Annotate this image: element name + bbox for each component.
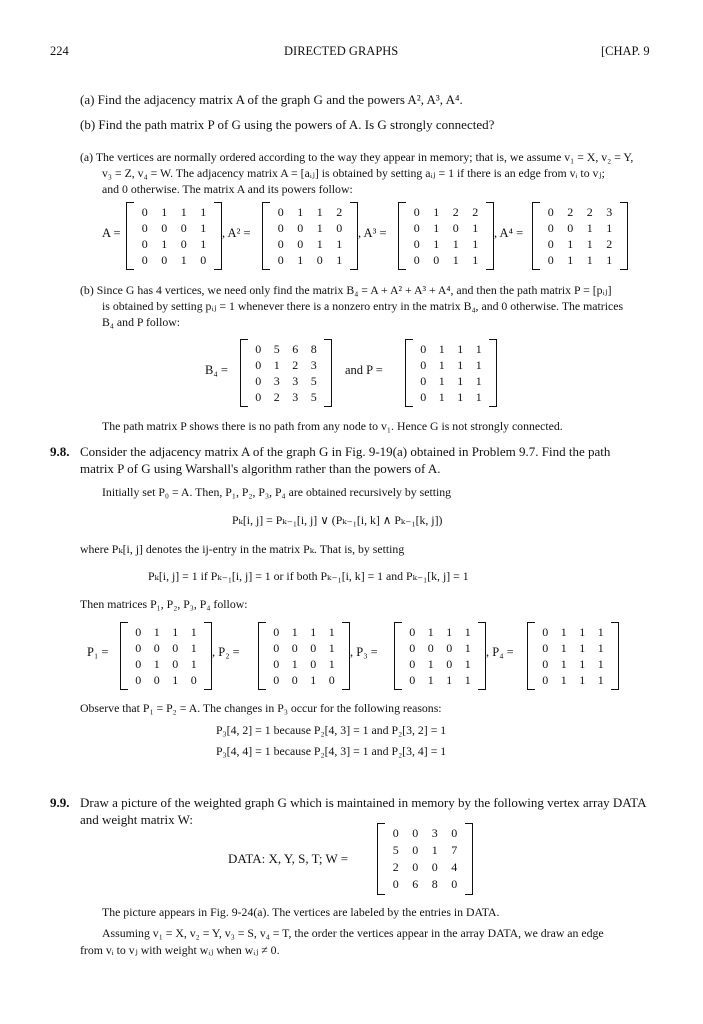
problem-9-8-line1: Consider the adjacency matrix A of the graph G in Fig. 9-19(a) obtained in Problem 9.7. Find the path [80,444,611,459]
matrix-cell: 1 [452,237,459,251]
matrix-cell: 1 [597,625,604,639]
matrix-cell: 0 [409,641,416,655]
matrix-cell: 1 [579,641,586,655]
matrix-cell: 0 [277,253,284,267]
matrix-cell: 1 [446,673,453,687]
matrix-cell: 1 [328,625,335,639]
matrix-P [405,339,497,407]
matrix-cell: 1 [472,237,479,251]
matrix-cell: 6 [292,342,299,356]
matrix-cell: 2 [392,860,399,874]
sol-b-line2: is obtained by setting pᵢⱼ = 1 whenever there is a nonzero entry in the matrix B₄, and 0 otherwise. The matrices [102,299,624,313]
label-P2: , P₂ = [212,645,240,659]
matrix-cell: 1 [464,641,471,655]
matrix-cell: 1 [579,657,586,671]
matrix-W [377,823,473,895]
matrix-cell: 1 [579,673,586,687]
matrix-cell: 1 [200,221,207,235]
matrix-cell: 1 [579,625,586,639]
matrix-cell: 0 [409,625,416,639]
matrix-cell: 1 [200,237,207,251]
matrix-cell: 1 [433,205,440,219]
matrix-cell: 1 [172,673,179,687]
matrix-cell: 0 [409,673,416,687]
matrix-B4 [240,339,332,407]
matrix-cell: 0 [172,641,179,655]
matrix-cell: 1 [161,205,168,219]
matrix-cell: 0 [291,641,298,655]
matrix-cell: 0 [310,657,317,671]
matrix-cell: 3 [292,374,299,388]
matrix-cell: 1 [457,374,464,388]
page-number: 224 [50,44,69,58]
matrix-cell: 0 [153,673,160,687]
matrix-P1 [120,622,212,690]
matrix-cell: 0 [547,237,554,251]
matrix-cell: 0 [190,673,197,687]
matrix-cell: 0 [413,253,420,267]
matrix-cell: 1 [606,221,613,235]
matrix-cell: 2 [292,358,299,372]
matrix-cell: 1 [464,657,471,671]
matrix-cell: 1 [328,641,335,655]
sol-9-9-line2: Assuming v₁ = X, v₂ = Y, v₃ = S, v₄ = T, the order the vertices appear in the array DATA, we draw an edge [102,926,604,940]
matrix-cell: 0 [255,342,262,356]
matrix-cell: 1 [560,657,567,671]
matrix-cell: 0 [412,860,419,874]
chapter-label: [CHAP. 9 [601,44,650,58]
matrix-cell: 1 [310,625,317,639]
matrix-cell: 1 [180,253,187,267]
matrix-cell: 6 [412,877,419,891]
matrix-cell: 1 [472,221,479,235]
matrix-P4 [527,622,619,690]
label-P4: , P₄ = [486,645,514,659]
matrix-cell: 1 [316,205,323,219]
matrix-cell: 0 [542,657,549,671]
matrix-cell: 0 [427,641,434,655]
matrix-cell: 2 [472,205,479,219]
matrix-cell: 1 [200,205,207,219]
matrix-cell: 1 [310,673,317,687]
matrix-cell: 1 [438,358,445,372]
matrix-cell: 2 [452,205,459,219]
label-A3: , A³ = [358,226,387,240]
matrix-cell: 1 [316,221,323,235]
matrix-cell: 2 [606,237,613,251]
matrix-cell: 1 [597,657,604,671]
problem-9-8-number: 9.8. [50,444,70,459]
matrix-cell: 0 [412,826,419,840]
data-label: DATA: X, Y, S, T; W = [228,851,349,866]
matrix-P2 [258,622,350,690]
matrix-cell: 5 [310,390,317,404]
matrix-cell: 0 [451,877,458,891]
matrix-cell: 1 [431,843,438,857]
matrix-cell: 0 [451,826,458,840]
matrix-cell: 0 [431,860,438,874]
sol-9-9-line1: The picture appears in Fig. 9-24(a). The vertices are labeled by the entries in DATA. [102,905,500,919]
matrix-cell: 0 [273,657,280,671]
matrix-cell: 8 [310,342,317,356]
warshall-then: Then matrices P₁, P₂, P₃, P₄ follow: [80,597,248,611]
sol-a-line1: (a) The vertices are normally ordered according to the way they appear in memory; that is, we assume v₁ = X, v₂ = Y, [80,150,634,164]
matrix-cell: 0 [420,358,427,372]
matrix-cell: 1 [297,253,304,267]
matrix-cell: 0 [413,205,420,219]
matrix-cell: 1 [586,253,593,267]
matrix-A4 [532,202,628,270]
problem-9-9-number: 9.9. [50,795,70,810]
part-a-question: (a) Find the adjacency matrix A of the graph G and the powers A², A³, A⁴. [80,92,463,107]
matrix-cell: 0 [135,625,142,639]
matrix-cell: 1 [316,237,323,251]
matrix-cell: 1 [560,625,567,639]
matrix-cell: 0 [141,253,148,267]
matrix-cell: 0 [328,673,335,687]
matrix-cell: 0 [392,877,399,891]
matrix-cell: 0 [297,237,304,251]
matrix-cell: 7 [451,843,458,857]
matrix-cell: 0 [310,641,317,655]
matrix-cell: 0 [161,253,168,267]
matrix-cell: 1 [586,221,593,235]
sol-b-conclusion: The path matrix P shows there is no path from any node to v₁. Hence G is not strongly connected. [102,419,563,433]
matrix-cell: 4 [451,860,458,874]
matrix-cell: 0 [412,843,419,857]
reason-1: P₃[4, 2] = 1 because P₂[4, 3] = 1 and P₂[3, 2] = 1 [216,723,447,737]
matrix-cell: 0 [255,390,262,404]
sol-a-line3: and 0 otherwise. The matrix A and its powers follow: [102,182,353,196]
matrix-cell: 1 [438,342,445,356]
matrix-cell: 0 [420,390,427,404]
matrix-cell: 0 [542,641,549,655]
matrix-cell: 1 [273,358,280,372]
matrix-cell: 0 [141,237,148,251]
matrix-cell: 1 [427,625,434,639]
matrix-cell: 0 [161,221,168,235]
matrix-cell: 0 [392,826,399,840]
matrix-cell: 0 [547,221,554,235]
label-A4: , A⁴ = [494,226,524,240]
matrix-cell: 1 [153,625,160,639]
matrix-cell: 1 [190,641,197,655]
matrix-cell: 1 [438,374,445,388]
matrix-cell: 0 [452,221,459,235]
matrix-cell: 1 [457,342,464,356]
matrix-cell: 1 [560,641,567,655]
matrix-cell: 1 [475,390,482,404]
matrix-cell: 0 [277,205,284,219]
matrix-cell: 0 [273,673,280,687]
label-B4: B₄ = [205,363,228,377]
matrix-cell: 5 [392,843,399,857]
matrix-cell: 0 [273,641,280,655]
matrix-cell: 1 [291,625,298,639]
matrix-cell: 1 [190,625,197,639]
matrix-cell: 1 [606,253,613,267]
matrix-cell: 0 [255,358,262,372]
matrix-cell: 1 [433,221,440,235]
matrix-cell: 0 [547,205,554,219]
matrix-cell: 1 [433,237,440,251]
matrix-cell: 1 [446,625,453,639]
label-P1: P₁ = [87,645,109,659]
matrix-cell: 1 [475,342,482,356]
matrix-cell: 1 [328,657,335,671]
matrix-cell: 0 [433,253,440,267]
matrix-cell: 5 [310,374,317,388]
matrix-cell: 1 [427,657,434,671]
matrix-cell: 0 [567,221,574,235]
matrix-cell: 2 [273,390,280,404]
matrix-cell: 1 [172,625,179,639]
matrix-cell: 0 [255,374,262,388]
matrix-cell: 0 [409,657,416,671]
matrix-cell: 1 [597,641,604,655]
matrix-cell: 1 [567,253,574,267]
matrix-cell: 1 [438,390,445,404]
matrix-cell: 0 [172,657,179,671]
matrix-P3 [394,622,486,690]
warshall-intro: Initially set P₀ = A. Then, P₁, P₂, P₃, P₄ are obtained recursively by setting [102,485,452,499]
matrix-cell: 2 [336,205,343,219]
matrix-cell: 1 [336,237,343,251]
problem-9-9-line2: and weight matrix W: [80,812,194,827]
matrix-cell: 1 [427,673,434,687]
sol-9-9-line3: from vᵢ to vⱼ with weight wᵢⱼ when wᵢⱼ ≠ 0. [80,943,280,957]
matrix-cell: 0 [336,221,343,235]
matrix-cell: 1 [452,253,459,267]
matrix-cell: 1 [567,237,574,251]
matrix-cell: 3 [292,390,299,404]
matrix-cell: 5 [273,342,280,356]
matrix-cell: 1 [297,205,304,219]
matrix-cell: 0 [413,237,420,251]
matrix-cell: 0 [446,657,453,671]
warshall-formula-1: Pₖ[i, j] = Pₖ₋₁[i, j] ∨ (Pₖ₋₁[i, k] ∧ Pₖ₋₁[k, j]) [232,513,443,527]
matrix-cell: 1 [464,673,471,687]
matrix-cell: 1 [180,205,187,219]
sol-b-line1: (b) Since G has 4 vertices, we need only find the matrix B₄ = A + A² + A³ + A⁴, and then the path matrix P = [pᵢⱼ] [80,283,612,297]
observe-text: Observe that P₁ = P₂ = A. The changes in P₃ occur for the following reasons: [80,701,442,715]
matrix-cell: 0 [273,625,280,639]
problem-9-9-line1: Draw a picture of the weighted graph G which is maintained in memory by the following vertex array DATA [80,795,647,810]
matrix-cell: 3 [431,826,438,840]
matrix-cell: 1 [475,358,482,372]
matrix-cell: 3 [273,374,280,388]
matrix-cell: 1 [336,253,343,267]
matrix-cell: 0 [446,641,453,655]
matrix-cell: 1 [475,374,482,388]
matrix-cell: 1 [597,673,604,687]
matrix-cell: 0 [542,673,549,687]
matrix-cell: 0 [141,205,148,219]
matrix-cell: 0 [291,673,298,687]
matrix-cell: 1 [291,657,298,671]
matrix-cell: 0 [547,253,554,267]
part-b-question: (b) Find the path matrix P of G using the powers of A. Is G strongly connected? [80,117,495,132]
matrix-cell: 1 [457,358,464,372]
label-and-P: and P = [345,363,383,377]
matrix-cell: 0 [413,221,420,235]
matrix-cell: 3 [310,358,317,372]
matrix-cell: 1 [190,657,197,671]
matrix-cell: 2 [567,205,574,219]
matrix-cell: 0 [200,253,207,267]
running-title: DIRECTED GRAPHS [284,44,399,58]
sol-b-line3: B₄ and P follow: [102,315,181,329]
matrix-cell: 0 [141,221,148,235]
matrix-A3 [398,202,494,270]
matrix-cell: 1 [161,237,168,251]
matrix-cell: 3 [606,205,613,219]
label-P3: , P₃ = [350,645,378,659]
matrix-cell: 1 [457,390,464,404]
matrix-cell: 0 [180,221,187,235]
matrix-cell: 2 [586,205,593,219]
matrix-cell: 0 [135,673,142,687]
matrix-cell: 0 [420,342,427,356]
matrix-cell: 0 [277,237,284,251]
matrix-cell: 1 [586,237,593,251]
reason-2: P₃[4, 4] = 1 because P₂[4, 3] = 1 and P₂[3, 4] = 1 [216,744,447,758]
problem-9-8-line2: matrix P of G using Warshall's algorithm rather than the powers of A. [80,461,441,476]
matrix-cell: 0 [316,253,323,267]
matrix-cell: 0 [420,374,427,388]
matrix-A [126,202,222,270]
matrix-cell: 0 [277,221,284,235]
label-A: A = [102,226,121,240]
sol-a-line2: v₃ = Z, v₄ = W. The adjacency matrix A = [aᵢⱼ] is obtained by setting aᵢⱼ = 1 if there is an edge from vᵢ to vⱼ; [102,166,605,180]
matrix-cell: 0 [180,237,187,251]
matrix-cell: 0 [297,221,304,235]
matrix-cell: 0 [135,657,142,671]
matrix-cell: 0 [135,641,142,655]
warshall-where: where Pₖ[i, j] denotes the ij-entry in the matrix Pₖ. That is, by setting [80,542,405,556]
matrix-cell: 1 [153,657,160,671]
matrix-cell: 0 [153,641,160,655]
matrix-cell: 0 [542,625,549,639]
matrix-A2 [262,202,358,270]
label-A2: , A² = [222,226,251,240]
warshall-formula-2: Pₖ[i, j] = 1 if Pₖ₋₁[i, j] = 1 or if both Pₖ₋₁[i, k] = 1 and Pₖ₋₁[k, j] = 1 [148,569,469,583]
matrix-cell: 1 [472,253,479,267]
matrix-cell: 1 [464,625,471,639]
matrix-cell: 1 [560,673,567,687]
matrix-cell: 8 [431,877,438,891]
